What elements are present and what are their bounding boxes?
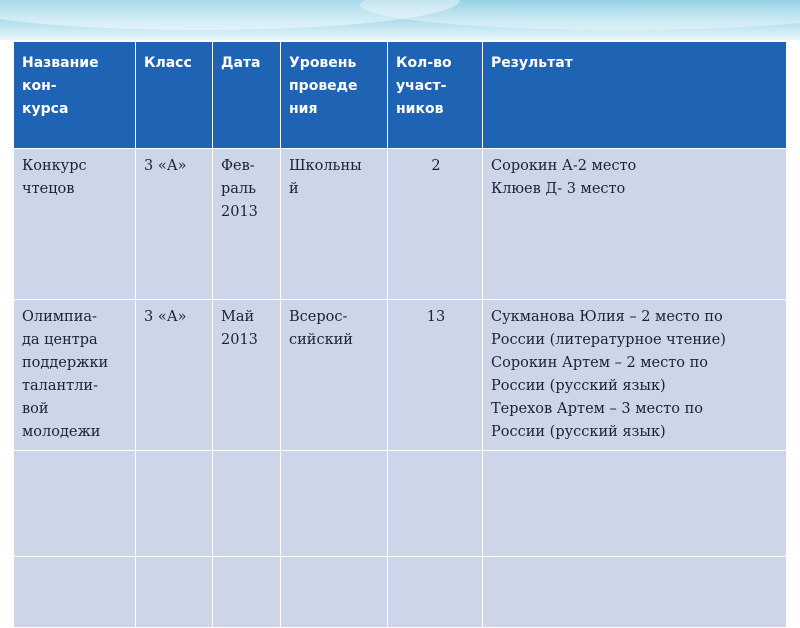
header-result: Результат bbox=[483, 42, 787, 149]
header-contest-name: Название кон- курса bbox=[14, 42, 136, 149]
cell-participants: 2 bbox=[388, 149, 483, 300]
header-participants: Кол-во участ- ников bbox=[388, 42, 483, 149]
cell-date bbox=[213, 451, 281, 557]
cell-result bbox=[483, 557, 787, 628]
cell-result bbox=[483, 451, 787, 557]
cell-level: Школьны й bbox=[281, 149, 388, 300]
header-class: Класс bbox=[136, 42, 213, 149]
cell-class bbox=[136, 557, 213, 628]
cell-date: Фев- раль 2013 bbox=[213, 149, 281, 300]
cell-result: Сорокин А-2 место Клюев Д- 3 место bbox=[483, 149, 787, 300]
cell-participants bbox=[388, 451, 483, 557]
cell-class: 3 «А» bbox=[136, 149, 213, 300]
cell-contest-name bbox=[14, 451, 136, 557]
cell-contest-name: Олимпиа- да центра поддержки талантли- вой молодежи bbox=[14, 300, 136, 451]
header-level: Уровень проведе ния bbox=[281, 42, 388, 149]
header-date: Дата bbox=[213, 42, 281, 149]
cell-level bbox=[281, 557, 388, 628]
table-row bbox=[14, 149, 787, 300]
cell-participants bbox=[388, 557, 483, 628]
cell-class: 3 «А» bbox=[136, 300, 213, 451]
table-row bbox=[14, 300, 787, 451]
cell-date: Май 2013 bbox=[213, 300, 281, 451]
cell-result: Сукманова Юлия – 2 место по России (литературное чтение) Сорокин Артем – 2 место по России (русский язык) Терехов Артем – 3 место по России (русский язык) bbox=[483, 300, 787, 451]
contest-results-table bbox=[13, 41, 787, 628]
table-header-row bbox=[14, 42, 787, 149]
cell-contest-name bbox=[14, 557, 136, 628]
table-row bbox=[14, 557, 787, 628]
cell-contest-name: Конкурс чтецов bbox=[14, 149, 136, 300]
cell-level: Всерос- сийский bbox=[281, 300, 388, 451]
cell-level bbox=[281, 451, 388, 557]
cell-date bbox=[213, 557, 281, 628]
cell-class bbox=[136, 451, 213, 557]
background-wave bbox=[360, 0, 800, 30]
cell-participants: 13 bbox=[388, 300, 483, 451]
background-header bbox=[0, 0, 800, 40]
table-row bbox=[14, 451, 787, 557]
